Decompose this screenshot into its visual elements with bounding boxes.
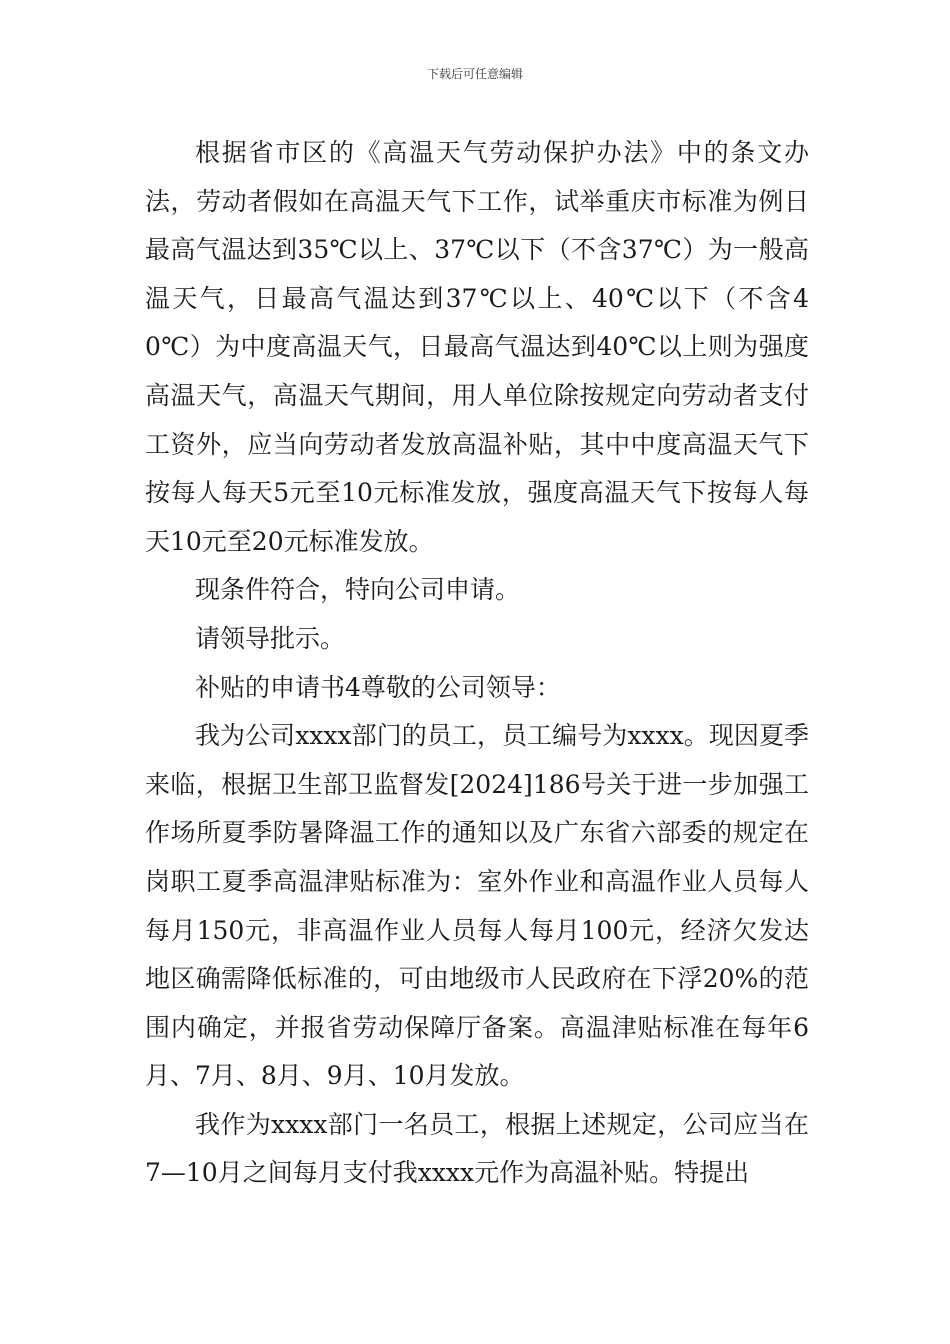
- paragraph-letter-salutation: 补贴的申请书4尊敬的公司领导：: [195, 672, 561, 702]
- paragraph-employee-intro: 我为公司xxxx部门的员工，员工编号为xxxx。现因夏季来临，根据卫生部卫监督发[2024]186号关于进一步加强工作场所夏季防暑降温工作的通知以及广东省六部委的规定在岗职工夏季高温津贴标准为：室外作业和高温作业人员每人每月150元，非高温作业人员每人每月100元，经济欠发达地区确需降低标准的，可由地级市人民政府在下浮20%的范围内确定，并报省劳动保障厅备案。高温津贴标准在每年6月、7月、8月、9月、10月发放。: [145, 721, 809, 1091]
- page-header: 下载后可任意编辑: [426, 67, 523, 81]
- paragraph-request-approval: 请领导批示。: [195, 623, 346, 653]
- paragraph-application-statement: 现条件符合，特向公司申请。: [195, 575, 521, 605]
- paragraph-heat-regulation: 根据省市区的《高温天气劳动保护办法》中的条文办法，劳动者假如在高温天气下工作，试举重庆市标准为例日最高气温达到35℃以上、37℃以下（不含37℃）为一般高温天气，日最高气温达到37℃以上、40℃以下（不含40℃）为中度高温天气，日最高气温达到40℃以上则为强度高温天气，高温天气期间，用人单位除按规定向劳动者支付工资外，应当向劳动者发放高温补贴，其中中度高温天气下按每人每天5元至10元标准发放，强度高温天气下按每人每天10元至20元标准发放。: [145, 138, 809, 556]
- document-body: [145, 129, 809, 1198]
- paragraph-subsidy-request: 我作为xxxx部门一名员工，根据上述规定，公司应当在7—10月之间每月支付我xxxx元作为高温补贴。特提出: [145, 1109, 809, 1188]
